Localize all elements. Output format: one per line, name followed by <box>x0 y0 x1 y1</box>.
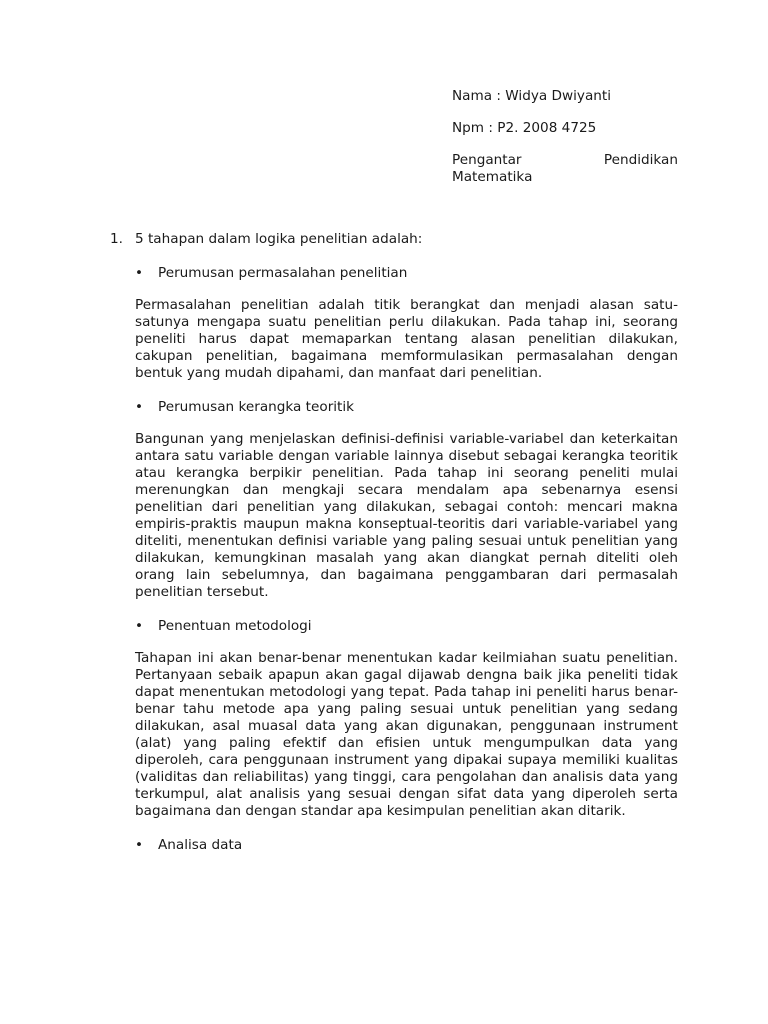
bullet-item <box>135 399 678 416</box>
section-title: Penentuan metodologi <box>158 618 312 634</box>
bullet-item <box>135 265 678 282</box>
section-analisa-data <box>135 837 678 854</box>
section-title: Analisa data <box>158 837 243 853</box>
document-body <box>110 231 678 854</box>
course-name <box>452 152 678 186</box>
question-text: 5 tahapan dalam logika penelitian adalah: <box>135 231 423 247</box>
course-word-2: Pendidikan <box>603 152 678 168</box>
section-paragraph: Tahapan ini akan benar-benar menentukan kadar keilmiahan suatu penelitian. Pertanyaan sebaik apapun akan gagal dijawab dengna baik jika peneliti tidak dapat menentukan metodologi yang tepat. Pada tahap ini peneliti harus benar-benar tahu metode apa yang paling sesuai untuk penelitian yang sedang dilakukan, asal muasal data yang akan digunakan, penggunaan instrument (alat) yang paling efektif dan efisien untuk mengumpulkan data yang diperoleh, cara penggunaan instrument yang dipakai supaya memiliki kualitas (validitas dan reliabilitas) yang tinggi, cara pengolahan dan analisis data yang terkumpul, alat analisis yang sesuai dengan sifat data yang diperoleh serta bagaimana dan dengan standar apa kesimpulan penelitian akan ditarik. <box>135 650 678 819</box>
section-perumusan-permasalahan <box>135 265 678 382</box>
question-heading <box>110 231 678 248</box>
student-npm: Npm : P2. 2008 4725 <box>452 120 597 136</box>
bullet-icon: • <box>135 265 144 281</box>
student-name: Nama : Widya Dwiyanti <box>452 88 611 104</box>
section-paragraph: Permasalahan penelitian adalah titik berangkat dan menjadi alasan satu-satunya mengapa suatu penelitian perlu dilakukan. Pada tahap ini, seorang peneliti harus dapat memaparkan tentang alasan penelitian dilakukan, cakupan penelitian, bagaimana memformulasikan permasalahan dengan bentuk yang mudah dipahami, dan manfaat dari penelitian. <box>135 297 678 381</box>
section-penentuan-metodologi <box>135 618 678 820</box>
bullet-item <box>135 618 678 635</box>
course-word-1: Pengantar <box>452 152 522 168</box>
bullet-item <box>135 837 678 854</box>
course-word-3: Matematika <box>452 169 533 185</box>
section-kerangka-teoritik <box>135 399 678 601</box>
section-paragraph: Bangunan yang menjelaskan definisi-definisi variable-variabel dan keterkaitan antara satu variable dengan variable lainnya disebut sebagai kerangka teoritik atau kerangka berpikir penelitian. Pada tahap ini seorang peneliti mulai merenungkan dan mengkaji secara mendalam apa sebenarnya esensi penelitian dari penelitian yang dilakukan, sebagai contoh: mencari makna empiris-praktis maupun makna konseptual-teoritis dari variable-variabel yang diteliti, menentukan definisi variable yang paling sesuai untuk penelitian yang dilakukan, kemungkinan masalah yang akan diangkat pernah diteliti oleh orang lain sebelumnya, dan bagaimana penggambaran dari permasalah penelitian tersebut. <box>135 431 678 600</box>
bullet-icon: • <box>135 399 144 415</box>
bullet-icon: • <box>135 618 144 634</box>
section-title: Perumusan permasalahan penelitian <box>158 265 408 281</box>
question-number: 1. <box>110 231 123 247</box>
bullet-icon: • <box>135 837 144 853</box>
section-title: Perumusan kerangka teoritik <box>158 399 355 415</box>
student-info-header <box>452 88 678 186</box>
